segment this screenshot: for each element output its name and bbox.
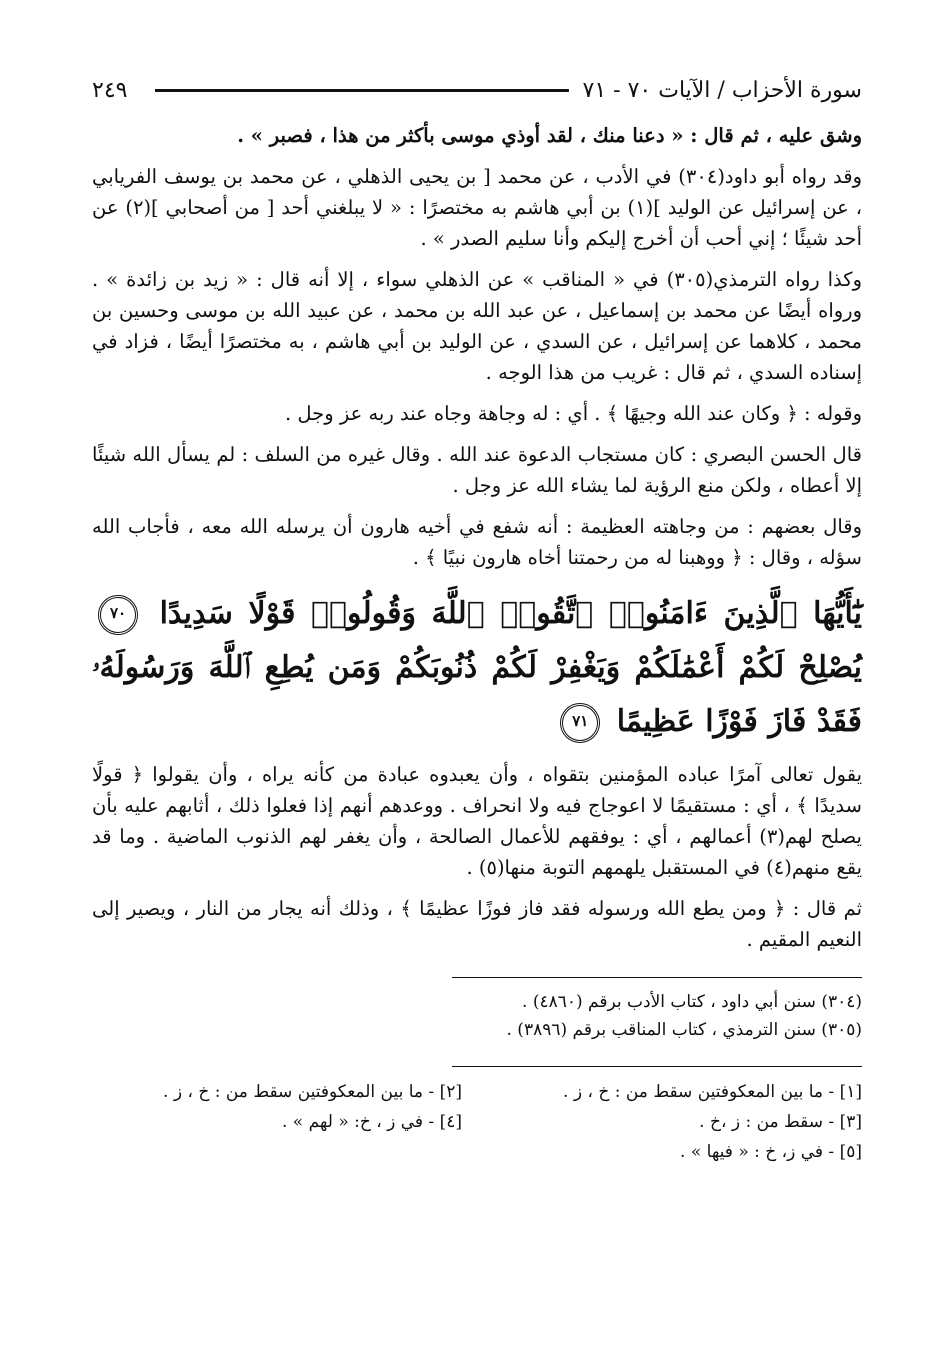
quran-verses [92, 587, 862, 749]
running-header [92, 70, 862, 110]
ayah-number-71: ٧١ [560, 703, 600, 743]
footnote-divider [452, 977, 862, 978]
note-5: [٥] - في ز، خ : « فيها » . [680, 1142, 862, 1162]
note-4: [٤] - في ز ، خ: « لهم » . [281, 1112, 462, 1132]
tafsir-paragraph-1: يقول تعالى آمرًا عباده المؤمنين بتقواه ، وأن يعبدوه عبادة من كأنه يراه ، وأن يقولوا ﴿ قولًا سديدًا ﴾ ، أي : مستقيمًا لا اعوجاج فيه ولا انحراف . ووعدهم أنهم إذا فعلوا ذلك ، أثابهم عليه بأن يصلح لهم(٣) أعمالهم ، أي : يوفقهم للأعمال الصالحة ، وأن يغفر لهم الذنوب الماضية . وما قد يقع منهم(٤) في المستقبل يلهمهم التوبة منها(٥) . [92, 763, 862, 879]
manuscript-notes [92, 1077, 862, 1167]
paragraph-2: وقد رواه أبو داود(٣٠٤) في الأدب ، عن محمد [ بن يحيى الذهلي ، عن محمد بن يوسف الفريابي ، عن إسرائيل عن الوليد ](١) بن أبي هاشم به مختصرًا : « لا يبلغني أحد [ من أصحابي ](٢) عن أحد شيئًا ؛ إني أحب أن أخرج إليكم وأنا سليم الصدر » . [92, 165, 862, 250]
paragraph-6: وقال بعضهم : من وجاهته العظيمة : أنه شفع في أخيه هارون أن يرسله الله معه ، فأجاب الله سؤله ، وقال : ﴿ ووهبنا له من رحمتنا أخاه هارون نبيًا ﴾ . [92, 515, 862, 569]
verse-71-text: يُصْلِحْ لَكُمْ أَعْمَٰلَكُمْ وَيَغْفِرْ لَكُمْ ذُنُوبَكُمْ وَمَن يُطِعِ ٱللَّهَ وَرَسُولَهُۥ فَقَدْ فَازَ فَوْزًا عَظِيمًا [92, 650, 862, 739]
paragraph-3: وكذا رواه الترمذي(٣٠٥) في « المناقب » عن الذهلي سواء ، إلا أنه قال : « زيد بن زائدة » . ورواه أيضًا عن محمد بن إسماعيل ، عن عبد الله بن محمد ، عن عبيد الله بن موسى وحسين بن محمد ، كلاهما عن إسرائيل ، عن السدي ، عن الوليد بن أبي هاشم ، به مختصرًا أيضًا ، فزاد في إسناده السدي ، ثم قال : غريب من هذا الوجه . [92, 268, 862, 384]
verse-70-text: يَٰٓأَيُّهَا ٱلَّذِينَ ءَامَنُوا۟ ٱتَّقُوا۟ ٱللَّهَ وَقُولُوا۟ قَوْلًا سَدِيدًا [159, 596, 862, 631]
page-number: ٢٤٩ [92, 77, 128, 103]
ayah-number-70: ٧٠ [98, 595, 138, 635]
note-3: [٣] - سقط من : ز ،خ . [699, 1112, 862, 1132]
paragraph-4: وقوله : ﴿ وكان عند الله وجيهًا ﴾ . أي : له وجاهة وجاه عند ربه عز وجل . [285, 402, 862, 425]
footnote-304: (٣٠٤) سنن أبي داود ، كتاب الأدب برقم (٤٨٦٠) . [522, 992, 862, 1012]
surah-header-title: سورة الأحزاب / الآيات ٧٠ - ٧١ [582, 77, 862, 103]
note-1: [١] - ما بين المعكوفتين سقط من : خ ، ز . [563, 1082, 862, 1102]
notes-divider [452, 1066, 862, 1067]
paragraph-1: وشق عليه ، ثم قال : « دعنا منك ، لقد أوذي موسى بأكثر من هذا ، فصبر » . [237, 124, 862, 147]
book-page [92, 70, 862, 1167]
tafsir-paragraph-2: ثم قال : ﴿ ومن يطع الله ورسوله فقد فاز فوزًا عظيمًا ﴾ ، وذلك أنه يجار من النار ، ويصير إلى النعيم المقيم . [92, 897, 862, 951]
note-2: [٢] - ما بين المعكوفتين سقط من : خ ، ز . [163, 1082, 462, 1102]
footnote-305: (٣٠٥) سنن الترمذي ، كتاب المناقب برقم (٣٨٩٦) . [506, 1020, 862, 1040]
paragraph-5: قال الحسن البصري : كان مستجاب الدعوة عند الله . وقال غيره من السلف : لم يسأل الله شيئًا إلا أعطاه ، ولكن منع الرؤية لما يشاء الله عز وجل . [92, 443, 862, 497]
header-rule [155, 89, 568, 92]
